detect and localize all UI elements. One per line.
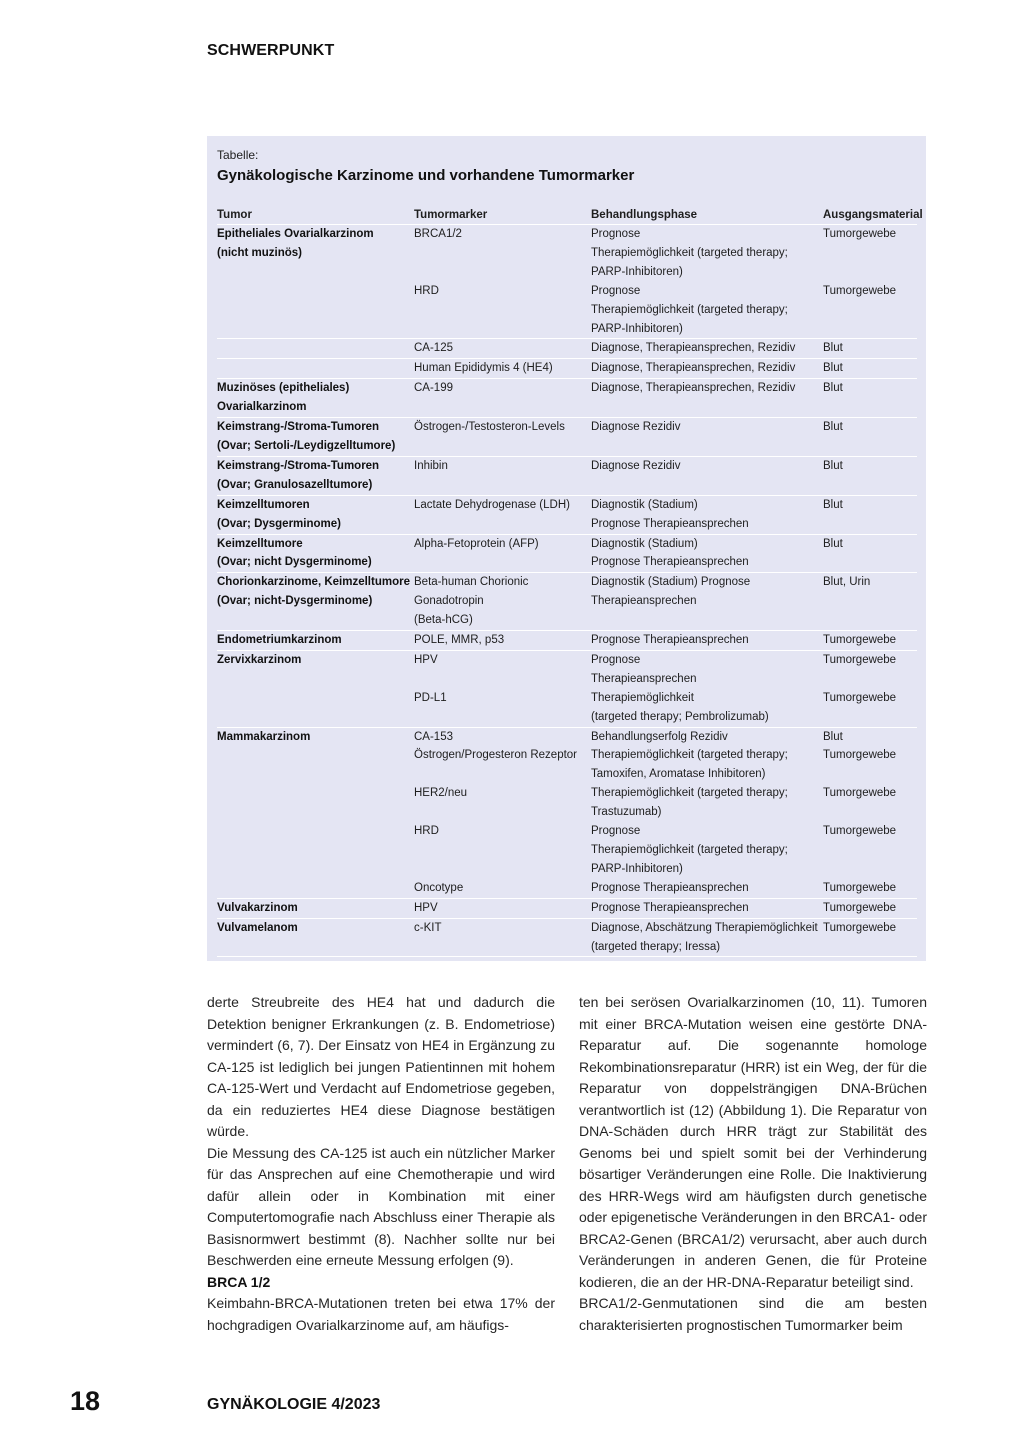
cell-line: Blut [823,537,843,550]
phase-cell [591,379,823,418]
table-row [217,282,917,339]
table-label: Tabelle: [217,148,259,162]
cell-line: Therapiemöglichkeit (targeted therapy; [591,303,788,316]
marker-cell [414,918,591,957]
cell-line: Tamoxifen, Aromatase Inhibitoren) [591,768,766,781]
tumor-cell [217,282,414,339]
cell-line: Tumorgewebe [823,787,897,800]
cell-line [217,746,414,765]
phase-cell [591,650,823,688]
cell-line [414,244,591,263]
column-header-phase: Behandlungsphase [591,206,823,225]
material-cell [823,631,917,651]
cell-line: CA-125 [414,342,453,355]
material-cell [823,784,917,822]
table-row [217,534,917,573]
cell-line: HPV [414,653,438,666]
cell-line: Prognose [591,653,641,666]
cell-line: Diagnose, Therapieansprechen, Rezidiv [591,342,796,355]
table-row [217,456,917,495]
table-row [217,339,917,359]
cell-line: CA-199 [414,382,453,395]
cell-line: Blut [823,498,843,511]
phase-cell [591,784,823,822]
cell-line: Therapiemöglichkeit (targeted therapy; [591,246,788,259]
material-cell [823,379,917,418]
cell-line: Epitheliales Ovarialkarzinom [217,228,374,240]
tumor-cell [217,784,414,822]
cell-line: Diagnostik (Stadium) Prognose [591,576,751,589]
material-cell [823,339,917,359]
tumor-cell [217,359,414,379]
cell-line [217,282,414,301]
cell-line: Therapieansprechen [591,672,697,685]
cell-line: Vulvamelanom [217,921,298,934]
tumor-cell [217,339,414,359]
marker-cell [414,689,591,727]
table-title: Gynäkologische Karzinome und vorhandene Tumormarker [217,167,635,184]
phase-cell [591,918,823,957]
cell-line: Zervixkarzinom [217,653,302,666]
cell-line: Mammakarzinom [217,730,311,743]
section-header: SCHWERPUNKT [207,42,335,59]
cell-line: Keimzelltumoren [217,498,310,511]
phase-cell [591,418,823,457]
material-cell [823,418,917,457]
cell-line [217,879,414,898]
cell-line: Inhibin [414,459,448,472]
column-header-material: Ausgangsmaterial [823,206,917,225]
cell-line: Therapiemöglichkeit [591,691,694,704]
cell-line: Human Epididymis 4 (HE4) [414,362,553,375]
phase-cell [591,225,823,282]
material-cell [823,727,917,746]
cell-line: Blut [823,459,843,472]
material-cell [823,898,917,918]
cell-line [823,244,917,263]
table-header-row [217,206,917,225]
marker-cell [414,456,591,495]
cell-line: Keimstrang-/Stroma-Tumoren [217,421,380,434]
phase-cell [591,282,823,339]
cell-line: POLE, MMR, p53 [414,634,505,647]
marker-cell [414,339,591,359]
phase-cell [591,822,823,879]
cell-line: Behandlungserfolg Rezidiv [591,730,728,743]
tumor-cell [217,495,414,534]
table-row [217,225,917,282]
table-row [217,898,917,918]
marker-cell [414,727,591,746]
tumor-cell [217,898,414,918]
cell-line: Prognose [591,228,641,240]
marker-cell [414,379,591,418]
cell-line [217,784,414,803]
marker-cell [414,359,591,379]
cell-line [217,359,414,378]
material-cell [823,879,917,898]
cell-line: Prognose Therapieansprechen [591,901,749,914]
marker-cell [414,418,591,457]
cell-line: (nicht muzinös) [217,246,302,259]
table-row [217,689,917,727]
cell-line: Diagnose, Therapieansprechen, Rezidiv [591,382,796,395]
cell-line: Tumorgewebe [823,653,897,666]
table-row [217,379,917,418]
table-body [217,225,917,957]
cell-line: Diagnose, Abschätzung Therapiemöglichkeit [591,921,818,934]
cell-line: Chorionkarzinome, Keimzelltumore [217,576,410,589]
cell-line: Tumorgewebe [823,825,897,838]
material-cell [823,456,917,495]
cell-line: (Ovar; Granulosazelltumore) [217,478,373,491]
cell-line [217,822,414,841]
table-row [217,879,917,898]
cell-line: Prognose [591,825,641,838]
tumor-cell [217,225,414,282]
phase-cell [591,898,823,918]
cell-line: Endometriumkarzinom [217,634,342,647]
tumor-cell [217,822,414,879]
cell-line: Diagnose Rezidiv [591,459,681,472]
cell-line: Diagnostik (Stadium) [591,537,698,550]
cell-line: Trastuzumab) [591,806,662,819]
table-row [217,746,917,784]
cell-line: (targeted therapy; Iressa) [591,940,721,953]
cell-line: BRCA1/2 [414,228,462,240]
tumor-cell [217,879,414,898]
cell-line: Prognose [591,284,641,297]
material-cell [823,573,917,631]
cell-line: Blut [823,421,843,434]
marker-cell [414,879,591,898]
material-cell [823,650,917,688]
material-cell [823,822,917,879]
cell-line: Tumorgewebe [823,901,897,914]
paragraph: ten bei serösen Ovarialkarzinomen (10, 11). Tumoren mit einer BRCA-Mutation weisen eine gestörte DNA-Reparatur auf. Die sogenannte homologe Rekombinationsreparatur (HRR) ist ein Weg, der für die Reparatur von doppelsträngigen DNA-Brüchen verantwortlich ist (12) (Abbildung 1). Die Reparatur von DNA-Schäden durch HRR trägt zur Stabilität des Genoms bei und spielt somit bei der Verhinderung bösartiger Veränderungen eine Rolle. Die Inaktivierung des HRR-Wegs wird am häufigsten durch genetische oder epigenetische Veränderungen in den BRCA1- oder BRCA2-Genen (BRCA1/2) verursacht, aber auch durch Veränderungen in anderen Genen, die für Proteine kodieren, die an der HR-DNA-Reparatur beteiligt sind. [579,994,927,1290]
material-cell [823,359,917,379]
cell-line: Blut, Urin [823,576,871,589]
tumor-cell [217,534,414,573]
cell-line: Prognose Therapieansprechen [591,634,749,647]
cell-line: Tumorgewebe [823,634,897,647]
cell-line: Tumorgewebe [823,749,897,762]
page-number: 18 [70,1386,101,1416]
cell-line: PARP-Inhibitoren) [591,322,683,335]
phase-cell [591,746,823,784]
table-row [217,359,917,379]
column-header-tumor: Tumor [217,206,414,225]
table-row [217,495,917,534]
cell-line: Östrogen-/Testosteron-Levels [414,421,565,434]
cell-line: (Ovar; nicht Dysgerminome) [217,556,372,569]
cell-line: Tumorgewebe [823,691,897,704]
cell-line: Diagnose Rezidiv [591,421,681,434]
material-cell [823,225,917,282]
tumor-cell [217,727,414,746]
text-column-left [207,992,555,1336]
cell-line: (Beta-hCG) [414,614,473,627]
marker-cell [414,746,591,784]
phase-cell [591,495,823,534]
cell-line: Blut [823,362,843,375]
marker-cell [414,784,591,822]
cell-line: Keimzelltumore [217,537,303,550]
cell-line: Oncotype [414,881,464,894]
tumor-cell [217,631,414,651]
cell-line [414,263,591,282]
journal-name: GYNÄKOLOGIE 4/2023 [207,1396,381,1413]
column-header-marker: Tumormarker [414,206,591,225]
tumor-cell [217,456,414,495]
paragraph: BRCA1/2-Genmutationen sind die am besten charakterisierten prognostischen Tumormarker beim [579,1295,927,1333]
tumor-cell [217,379,414,418]
tumor-cell [217,418,414,457]
tumor-cell [217,573,414,631]
phase-cell [591,339,823,359]
cell-line: HRD [414,284,439,297]
table-panel [207,136,926,961]
tumor-cell [217,746,414,784]
cell-line [823,263,917,282]
cell-line: CA-153 [414,730,453,743]
cell-line: Gonadotropin [414,595,484,608]
table-row [217,784,917,822]
table-row [217,631,917,651]
material-cell [823,282,917,339]
table-row [217,573,917,631]
cell-line: (Ovar; Dysgerminome) [217,517,341,530]
marker-cell [414,495,591,534]
cell-line: Blut [823,342,843,355]
material-cell [823,689,917,727]
tumor-cell [217,918,414,957]
phase-cell [591,534,823,573]
material-cell [823,534,917,573]
cell-line: (Ovar; Sertoli-/Leydigzelltumore) [217,439,396,452]
cell-line: PARP-Inhibitoren) [591,265,683,278]
table-row [217,418,917,457]
cell-line: Therapieansprechen [591,595,697,608]
cell-line: Tumorgewebe [823,284,897,297]
phase-cell [591,689,823,727]
paragraph: Keimbahn-BRCA-Mutationen treten bei etwa 17% der hochgradigen Ovarialkarzinome auf, am häufigs- [207,1295,555,1333]
cell-line: (Ovar; nicht-Dysgerminome) [217,595,373,608]
marker-cell [414,573,591,631]
cell-line [414,301,591,320]
material-cell [823,918,917,957]
tumor-marker-table [217,206,923,957]
table-row [217,918,917,957]
marker-cell [414,822,591,879]
material-cell [823,746,917,784]
cell-line: HER2/neu [414,787,468,800]
cell-line: Diagnostik (Stadium) [591,498,698,511]
cell-line: (targeted therapy; Pembrolizumab) [591,710,769,723]
cell-line: Tumorgewebe [823,228,897,240]
marker-cell [414,898,591,918]
section-subheading: BRCA 1/2 [207,1273,271,1290]
cell-line: Diagnose, Therapieansprechen, Rezidiv [591,362,796,375]
phase-cell [591,456,823,495]
cell-line: Tumorgewebe [823,881,897,894]
cell-line: Alpha-Fetoprotein (AFP) [414,537,539,550]
cell-line: Therapiemöglichkeit (targeted therapy; [591,787,788,800]
cell-line: Tumorgewebe [823,921,897,934]
cell-line: Keimstrang-/Stroma-Tumoren [217,459,380,472]
cell-line: Prognose Therapieansprechen [591,517,749,530]
cell-line: Beta-human Chorionic [414,576,529,589]
cell-line: Therapiemöglichkeit (targeted therapy; [591,749,788,762]
cell-line: PD-L1 [414,691,447,704]
phase-cell [591,631,823,651]
phase-cell [591,573,823,631]
phase-cell [591,727,823,746]
cell-line: Prognose Therapieansprechen [591,881,749,894]
cell-line: HRD [414,825,439,838]
cell-line: Ovarialkarzinom [217,401,307,414]
cell-line: Muzinöses (epitheliales) [217,382,350,395]
marker-cell [414,225,591,282]
cell-line [414,320,591,339]
cell-line: Blut [823,382,843,395]
cell-line: Prognose Therapieansprechen [591,556,749,569]
phase-cell [591,359,823,379]
phase-cell [591,879,823,898]
marker-cell [414,631,591,651]
table-row [217,727,917,746]
cell-line: Vulvakarzinom [217,901,298,914]
cell-line: c-KIT [414,921,442,934]
table-row [217,822,917,879]
table-row [217,650,917,688]
tumor-cell [217,650,414,688]
cell-line: Therapiemöglichkeit (targeted therapy; [591,844,788,856]
marker-cell [414,282,591,339]
cell-line [217,339,414,358]
cell-line: HPV [414,901,438,914]
text-column-right [579,992,927,1336]
marker-cell [414,650,591,688]
tumor-cell [217,689,414,727]
cell-line: PARP-Inhibitoren) [591,862,683,875]
paragraph: Die Messung des CA-125 ist auch ein nützlicher Marker für das Ansprechen auf eine Chemotherapie und wird dafür allein oder in Kombination mit einer Computertomografie nach Abschluss einer Therapie als Basisnormwert bestimmt (8). Nachher sollte nur bei Beschwerden eine erneute Messung erfolgen (9). [207,1144,555,1268]
cell-line: Blut [823,730,843,743]
marker-cell [414,534,591,573]
cell-line: Lactate Dehydrogenase (LDH) [414,498,570,511]
material-cell [823,495,917,534]
cell-line: Östrogen/Progesteron Rezeptor [414,749,578,762]
cell-line [217,689,414,708]
paragraph: derte Streubreite des HE4 hat und dadurch die Detektion benigner Erkrankungen (z. B. Endometriose) vermindert (6, 7). Der Einsatz von HE4 in Ergänzung zu CA-125 ist lediglich bei jungen Patientinnen mit hohem CA-125-Wert und Verdacht auf Endometriose gegeben, da ein reduziertes HE4 diese Diagnose bestätigen würde. [207,994,555,1139]
